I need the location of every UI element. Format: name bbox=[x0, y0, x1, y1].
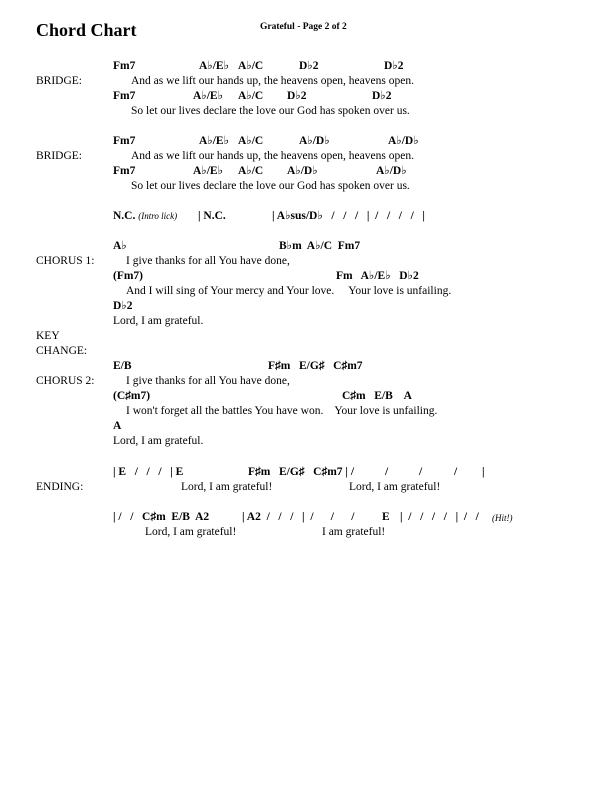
chord: D♭2 bbox=[372, 90, 392, 102]
section-label: CHORUS 2: bbox=[36, 375, 95, 387]
performance-note: (Hit!) bbox=[492, 513, 513, 523]
page-title: Chord Chart bbox=[36, 20, 137, 40]
chord: A♭/D♭ bbox=[287, 165, 318, 177]
chord: Fm7 bbox=[113, 135, 136, 147]
lyric-line: Lord, I am grateful. bbox=[113, 315, 204, 327]
chord: E bbox=[382, 511, 390, 523]
lyric-line: And I will sing of Your mercy and Your love. Your love is unfailing. bbox=[126, 285, 452, 297]
chord: D♭2 bbox=[113, 300, 133, 312]
chord: A♭/E♭ bbox=[199, 60, 230, 72]
chord: A♭/C bbox=[238, 90, 264, 102]
chord: D♭2 bbox=[299, 60, 319, 72]
chord: A♭/C bbox=[238, 165, 264, 177]
lyric-line: So let our lives declare the love our God has spoken over us. bbox=[131, 180, 410, 192]
chord: Fm7 bbox=[113, 90, 136, 102]
lyric-line: Lord, I am grateful! bbox=[349, 481, 441, 493]
lyric-line: And as we lift our hands up, the heavens open, heavens open. bbox=[131, 150, 414, 162]
chord-bar: / bbox=[385, 466, 389, 478]
lyric-line: I give thanks for all You have done, bbox=[126, 255, 290, 267]
chord: A♭/E♭ bbox=[193, 165, 224, 177]
song-page-subtitle: Grateful - Page 2 of 2 bbox=[260, 22, 347, 32]
chord: A♭/E♭ bbox=[199, 135, 230, 147]
chord-bar: | A2 / / / | / / / bbox=[242, 511, 355, 523]
chord: A bbox=[113, 420, 122, 432]
lyric-line: I am grateful! bbox=[322, 526, 386, 538]
chord-bar: | / / C♯m E/B A2 bbox=[113, 511, 210, 523]
lyric-line: Lord, I am grateful. bbox=[113, 435, 204, 447]
lyric-line: Lord, I am grateful! bbox=[181, 481, 273, 493]
chord: D♭2 bbox=[287, 90, 307, 102]
chord: (Fm7) bbox=[113, 270, 144, 282]
section-label: BRIDGE: bbox=[36, 75, 82, 87]
lyric-line: I give thanks for all You have done, bbox=[126, 375, 290, 387]
chord-bar: | / / / / | / / bbox=[400, 511, 479, 523]
lyric-line: Lord, I am grateful! bbox=[145, 526, 237, 538]
chord: C♯m E/B A bbox=[342, 390, 412, 402]
chord: A♭/D♭ bbox=[376, 165, 407, 177]
chord-bar: F♯m E/G♯ C♯m7 | / bbox=[248, 466, 355, 478]
chord: A♭ bbox=[113, 240, 127, 252]
chord-bar: | bbox=[482, 466, 485, 478]
chord: Fm A♭/E♭ D♭2 bbox=[336, 270, 419, 282]
chord bbox=[113, 210, 177, 223]
chord: Fm7 bbox=[113, 60, 136, 72]
chord: F♯m E/G♯ C♯m7 bbox=[268, 360, 363, 372]
section-label: KEY bbox=[36, 330, 60, 342]
chord: E/B bbox=[113, 360, 132, 372]
chord-bar: | A♭sus/D♭ / / / | / / / / | bbox=[272, 210, 425, 222]
chord: D♭2 bbox=[384, 60, 404, 72]
section-label: ENDING: bbox=[36, 481, 84, 493]
chord: A♭/D♭ bbox=[388, 135, 419, 147]
chord: A♭/D♭ bbox=[299, 135, 330, 147]
lyric-line: So let our lives declare the love our God has spoken over us. bbox=[131, 105, 410, 117]
chord-bar: / bbox=[454, 466, 458, 478]
chord: Fm7 bbox=[113, 165, 136, 177]
performance-note: (Intro lick) bbox=[138, 211, 178, 221]
lyric-line: I won't forget all the battles You have won. Your love is unfailing. bbox=[126, 405, 438, 417]
chord: B♭m A♭/C Fm7 bbox=[279, 240, 361, 252]
chord-bar: | E / / / | E bbox=[113, 466, 184, 478]
chord: | N.C. bbox=[198, 210, 226, 222]
chord: A♭/C bbox=[238, 60, 264, 72]
section-label: CHANGE: bbox=[36, 345, 88, 357]
chord: A♭/E♭ bbox=[193, 90, 224, 102]
chord: (C♯m7) bbox=[113, 390, 151, 402]
section-label: BRIDGE: bbox=[36, 150, 82, 162]
section-label: CHORUS 1: bbox=[36, 255, 95, 267]
chord-bar: / bbox=[419, 466, 423, 478]
no-chord: N.C. bbox=[113, 210, 136, 222]
chord: A♭/C bbox=[238, 135, 264, 147]
lyric-line: And as we lift our hands up, the heavens open, heavens open. bbox=[131, 75, 414, 87]
